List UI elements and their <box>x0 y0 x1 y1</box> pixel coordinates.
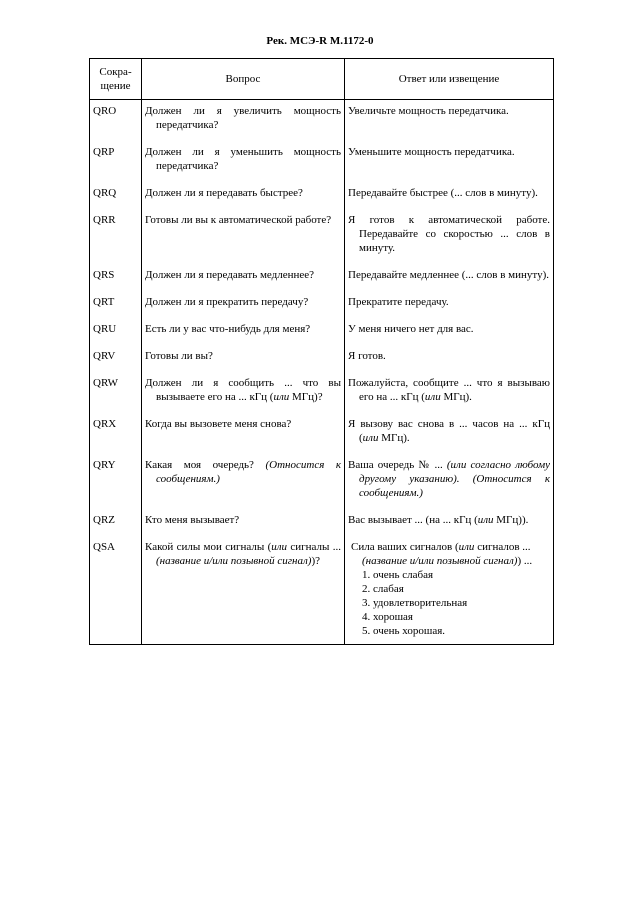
table-row <box>90 264 554 291</box>
page-header: Рек. МСЭ-R M.1172-0 <box>266 35 374 47</box>
question-cell: Когда вы вызовете меня снова? <box>142 413 345 454</box>
table-row <box>90 509 554 536</box>
abbr-cell: QRP <box>90 141 142 182</box>
answer-cell: Передавайте быстрее (... слов в минуту). <box>345 182 554 209</box>
abbr-cell: QRU <box>90 318 142 345</box>
table-header-row <box>90 59 554 100</box>
question-cell: Должен ли я сообщить ... что вы вызываете его на ... кГц (или МГц)? <box>142 372 345 413</box>
list-item: 1. очень слабая <box>362 569 434 581</box>
question-cell: Должен ли я передавать медленнее? <box>142 264 345 291</box>
table-row <box>90 345 554 372</box>
answer-cell: Вас вызывает ... (на ... кГц (или МГц)). <box>345 509 554 536</box>
list-item: 3. удовлетворительная <box>362 597 468 609</box>
table-row <box>90 536 554 645</box>
question-cell: Есть ли у вас что-нибудь для меня? <box>142 318 345 345</box>
answer-cell: Я готов к автоматической работе. Передавайте со скоростью ... слов в минуту. <box>345 209 554 264</box>
answer-cell: Пожалуйста, сообщите ... что я вызываю его на ... кГц (или МГц). <box>345 372 554 413</box>
question-cell: Должен ли я прекратить передачу? <box>142 291 345 318</box>
table-row <box>90 291 554 318</box>
table-row <box>90 413 554 454</box>
answer-cell <box>345 536 554 645</box>
abbr-cell: QRZ <box>90 509 142 536</box>
question-cell: Должен ли я увеличить мощность передатчика? <box>142 100 345 142</box>
answer-cell: У меня ничего нет для вас. <box>345 318 554 345</box>
column-header-question: Вопрос <box>142 59 345 100</box>
table-row <box>90 100 554 142</box>
list-item: 4. хорошая <box>362 611 413 623</box>
abbr-cell: QRO <box>90 100 142 142</box>
answer-cell: Я готов. <box>345 345 554 372</box>
abbr-cell: QRW <box>90 372 142 413</box>
abbr-cell: QRS <box>90 264 142 291</box>
answer-cell: Увеличьте мощность передатчика. <box>345 100 554 142</box>
abbr-cell: QRV <box>90 345 142 372</box>
answer-cell: Уменьшите мощность передатчика. <box>345 141 554 182</box>
table-row <box>90 182 554 209</box>
column-header-abbr: Сокра- щение <box>90 59 142 100</box>
answer-cell: Прекратите передачу. <box>345 291 554 318</box>
question-cell: Кто меня вызывает? <box>142 509 345 536</box>
question-cell: Готовы ли вы? <box>142 345 345 372</box>
abbr-cell: QRY <box>90 454 142 509</box>
question-cell: Должен ли я передавать быстрее? <box>142 182 345 209</box>
abbr-cell: QRT <box>90 291 142 318</box>
list-item: 5. очень хорошая. <box>362 625 446 637</box>
table-row <box>90 209 554 264</box>
answer-cell: Ваша очередь № ... (или согласно любому другому указанию). (Относится к сообщениям.) <box>345 454 554 509</box>
question-cell: Должен ли я уменьшить мощность передатчика? <box>142 141 345 182</box>
table-row <box>90 318 554 345</box>
table-row <box>90 141 554 182</box>
abbr-cell: QRQ <box>90 182 142 209</box>
abbr-cell: QRR <box>90 209 142 264</box>
answer-cell: Передавайте медленнее (... слов в минуту). <box>345 264 554 291</box>
table-row <box>90 372 554 413</box>
list-item: 2. слабая <box>362 583 404 595</box>
abbr-cell: QRX <box>90 413 142 454</box>
question-cell: Готовы ли вы к автоматической работе? <box>142 209 345 264</box>
answer-cell: Я вызову вас снова в ... часов на ... кГц (или МГц). <box>345 413 554 454</box>
column-header-answer: Ответ или извещение <box>345 59 554 100</box>
question-cell: Какая моя очередь? (Относится к сообщениям.) <box>142 454 345 509</box>
question-cell: Какой силы мои сигналы (или сигналы ... (название и/или позывной сигнал))? <box>142 536 345 645</box>
table-row <box>90 454 554 509</box>
q-code-table <box>89 58 554 645</box>
abbr-cell: QSA <box>90 536 142 645</box>
answer-intro: Сила ваших сигналов (или сигналов ... (название и/или позывной сигнал)) ... <box>351 541 533 567</box>
